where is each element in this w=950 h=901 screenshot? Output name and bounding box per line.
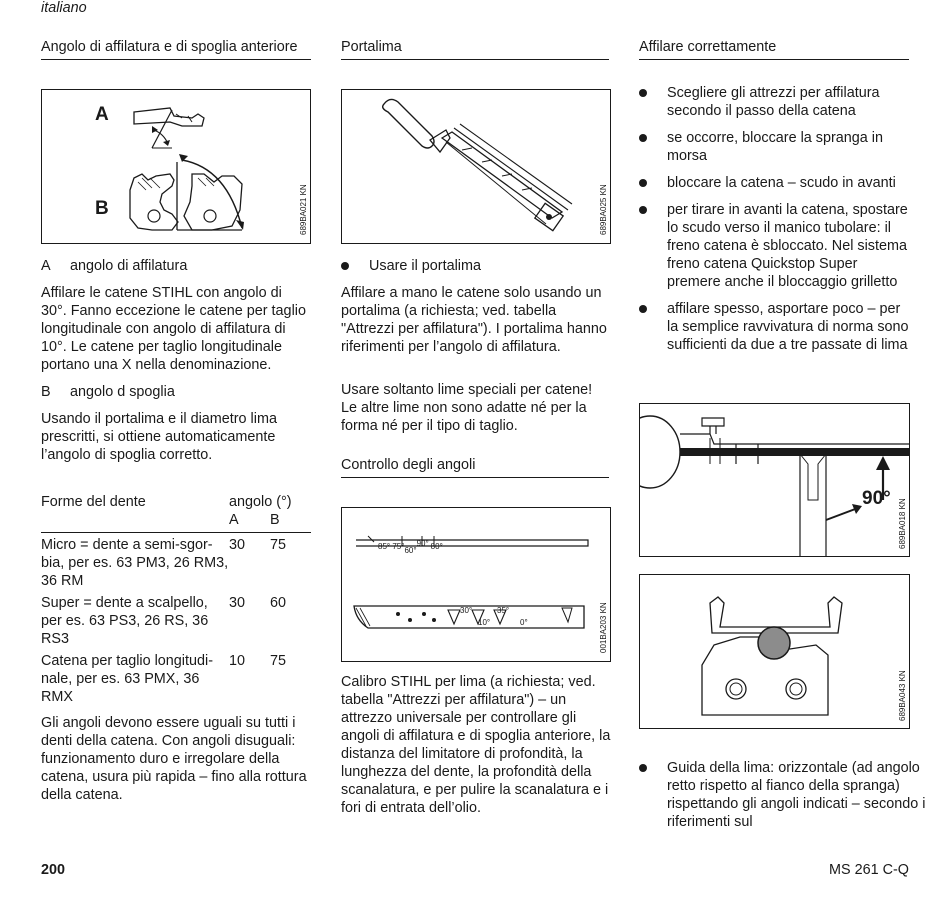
figure-code: 689BA018 KN xyxy=(898,498,907,549)
sharpening-steps-list xyxy=(639,84,911,354)
figure-code: 689BA021 KN xyxy=(299,184,308,235)
gauge-mark: 60° xyxy=(404,546,417,555)
list-item: Scegliere gli attrezzi per affilatura secondo il passo della catena xyxy=(639,84,911,120)
figure-code: 001BA203 KN xyxy=(599,602,608,653)
bullet-use-file-holder: Usare il portalima xyxy=(341,257,609,275)
paragraph-file-holder: Affilare a mano le catene solo usando un portalima (a richiesta; ved. tabella "Attrezzi per affilatura"). I portalima hanno riferimenti per l’angolo di affilatura. xyxy=(341,285,607,355)
sharpening-angle-drawing xyxy=(42,90,310,243)
angle-label-90: 90° xyxy=(862,488,891,509)
table-row-b: 75 xyxy=(270,537,287,553)
model-name: MS 261 C-Q xyxy=(829,862,909,878)
table-sub-a: A xyxy=(229,512,239,528)
table-row-name: Catena per taglio longitudi-nale, per es. 63 PMX, 36 RMX xyxy=(41,653,213,705)
table-row-a: 10 xyxy=(229,653,246,669)
figure-label-a: A xyxy=(95,104,109,125)
paragraph-rake-angle: Usando il portalima e il diametro lima prescritti, si ottiene automaticamente l’angolo di spoglia corretto. xyxy=(41,411,277,463)
gauge-mark: 75° xyxy=(392,542,405,551)
table-row-a: 30 xyxy=(229,537,246,553)
figure-label-b: B xyxy=(95,198,109,219)
text-special-files-warning: Usare soltanto lime speciali per catene! xyxy=(341,382,593,398)
table-row-name: Micro = dente a semi-sgor-bia, per es. 63 PM3, 26 RM3, 36 RM xyxy=(41,537,229,589)
figure-file-guide-90 xyxy=(639,403,910,557)
table-row-name: Super = dente a scalpello, per es. 63 PS3, 26 RS, 36 RS3 xyxy=(41,595,209,647)
heading-angle-check: Controllo degli angoli xyxy=(341,456,609,478)
figure-file-holder xyxy=(341,89,611,244)
paragraph-file-gauge: Calibro STIHL per lima (a richiesta; ved. tabella "Attrezzi per affilatura") – un attrezzo universale per controllare gli angoli di affilatura e di spoglia anteriore, la distanza del limitatore di profondità, la lunghezza del dente, la profondità della scanalatura, e per pulire la scanalatura e i fori di entrata dell’olio. xyxy=(341,674,611,816)
paragraph-sharpening-angle: Affilare le catene STIHL con angolo di 30°. Fanno eccezione le catene per taglio longitudinale con angolo di affilatura di 10°. Le catene per taglio longitudinale portano una X nella denominazione. xyxy=(41,285,306,373)
page-number: 200 xyxy=(41,862,66,878)
table-sub-b: B xyxy=(270,512,280,528)
text-other-files: Le altre lime non sono adatte né per la forma né per il tipo di taglio. xyxy=(341,400,587,434)
language-label: italiano xyxy=(41,0,87,16)
file-gauge-drawing xyxy=(342,508,610,661)
bullet-icon xyxy=(639,206,647,214)
gauge-mark: 30° xyxy=(460,606,473,615)
item-key-b: B xyxy=(41,384,51,400)
file-holder-drawing xyxy=(342,90,610,243)
heading-file-holder: Portalima xyxy=(341,38,609,60)
item-label-a: angolo di affilatura xyxy=(70,258,188,274)
table-header-forms: Forme del dente xyxy=(41,494,146,510)
list-item: per tirare in avanti la catena, spostare lo scudo verso il manico tubolare: il freno catena è sbloccato. Nel sistema freno catena Quickstop Super premere anche il bloccaggio grilletto xyxy=(639,201,911,291)
figure-file-horizontal xyxy=(639,574,910,729)
heading-sharpen-correctly: Affilare correttamente xyxy=(639,38,909,60)
table-row-b: 75 xyxy=(270,653,287,669)
bullet-file-guidance xyxy=(639,759,939,831)
paragraph-special-files xyxy=(341,381,611,435)
figure-file-gauge xyxy=(341,507,611,662)
heading-sharpening-angle: Angolo di affilatura e di spoglia anteriore xyxy=(41,38,311,60)
bullet-icon xyxy=(639,764,647,772)
table-row-a: 30 xyxy=(229,595,246,611)
file-horizontal-drawing xyxy=(640,575,909,728)
bullet-icon xyxy=(639,134,647,142)
gauge-mark: 35° xyxy=(497,606,510,615)
paragraph-equal-angles: Gli angoli devono essere uguali su tutti i denti della catena. Con angoli disuguali: funzionamento duro e irregolare della catena, usura più rapida – fino alla rottura della catena. xyxy=(41,715,307,803)
bullet-icon xyxy=(639,179,647,187)
figure-sharpening-angles xyxy=(41,89,311,244)
item-key-a: A xyxy=(41,258,51,274)
bullet-icon xyxy=(341,262,349,270)
gauge-mark: 85° xyxy=(378,542,391,551)
file-guide-drawing xyxy=(640,404,909,556)
gauge-mark: 0° xyxy=(520,618,528,627)
text-horizontal: orizzontale xyxy=(778,760,848,776)
list-item: affilare spesso, asportare poco – per la semplice ravvivatura di norma sono sufficienti da due a tre passate di lima xyxy=(639,300,911,354)
gauge-mark: 80° xyxy=(430,542,443,551)
table-row-b: 60 xyxy=(270,595,287,611)
item-label-b: angolo d spoglia xyxy=(70,384,175,400)
bullet-icon xyxy=(639,305,647,313)
table-header-angle: angolo (°) xyxy=(229,494,292,510)
figure-code: 689BA025 KN xyxy=(599,184,608,235)
list-item: bloccare la catena – scudo in avanti xyxy=(639,174,911,192)
text-file-guidance-label: Guida della lima: xyxy=(667,760,779,776)
list-item: se occorre, bloccare la spranga in morsa xyxy=(639,129,911,165)
figure-code: 689BA043 KN xyxy=(898,670,907,721)
text-file-guidance-rest: (ad angolo retto rispetto al fianco della spranga) rispettando gli angoli indicati – secondo i riferimenti sul xyxy=(667,760,926,830)
bullet-icon xyxy=(639,89,647,97)
gauge-mark: 90° xyxy=(416,539,429,548)
tooth-angle-table xyxy=(41,493,311,706)
gauge-mark: 10° xyxy=(478,618,491,627)
